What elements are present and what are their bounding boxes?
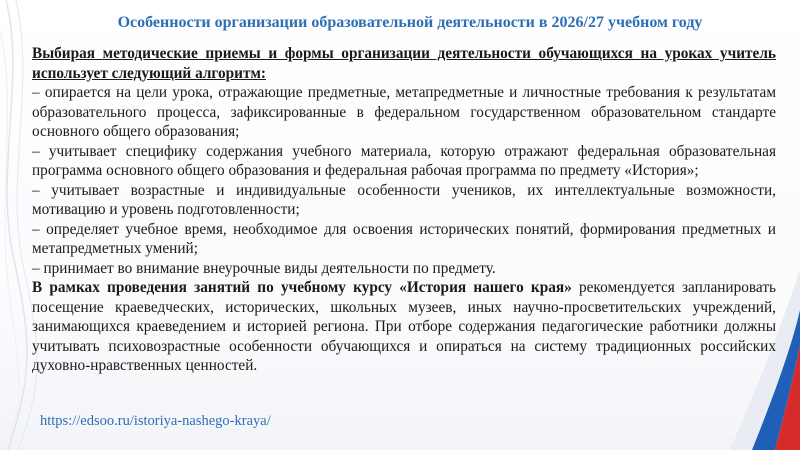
algorithm-item: – опирается на цели урока, отражающие предметные, метапредметные и личностные требования к результатам образовательного процесса, зафиксированные в федеральном государственном образовательном стандарте основного общего образования; [32, 84, 776, 140]
algorithm-item: – учитывает возрастные и индивидуальные особенности учеников, их интеллектуальные возможности, мотивацию и уровень подготовленности; [32, 181, 776, 218]
course-link[interactable]: https://edsoo.ru/istoriya-nashego-kraya/ [40, 413, 271, 429]
slide-body [32, 44, 776, 376]
algorithm-item: – принимает во внимание внеурочные виды деятельности по предмету. [32, 259, 496, 277]
slide-title: Особенности организации образовательной деятельности в 2026/27 учебном году [117, 14, 703, 31]
algorithm-lead: Выбирая методические приемы и формы организации деятельности обучающихся на уроках учитель использует следующий алгоритм: [32, 45, 776, 82]
course-paragraph-bold: В рамках проведения занятий по учебному курсу «История нашего края» [32, 279, 572, 296]
course-paragraph-text: рекомендуется запланировать посещение краеведческих, исторических, школьных музеев, иных научно-просветительских учреждений, занимающихся краеведением и историей региона. При отборе содержания педагогические работники должны учитывать психовозрастные особенности обучающихся и опираться на систему традиционных российских духовно-нравственных ценностей. [32, 279, 776, 374]
algorithm-item: – определяет учебное время, необходимое для освоения исторических понятий, формирования предметных и метапредметных умений; [32, 220, 776, 257]
course-paragraph [32, 278, 776, 376]
algorithm-item: – учитывает специфику содержания учебного материала, которую отражают федеральная образовательная программа основного общего образования и федеральная рабочая программа по предмету «История»; [32, 142, 776, 179]
